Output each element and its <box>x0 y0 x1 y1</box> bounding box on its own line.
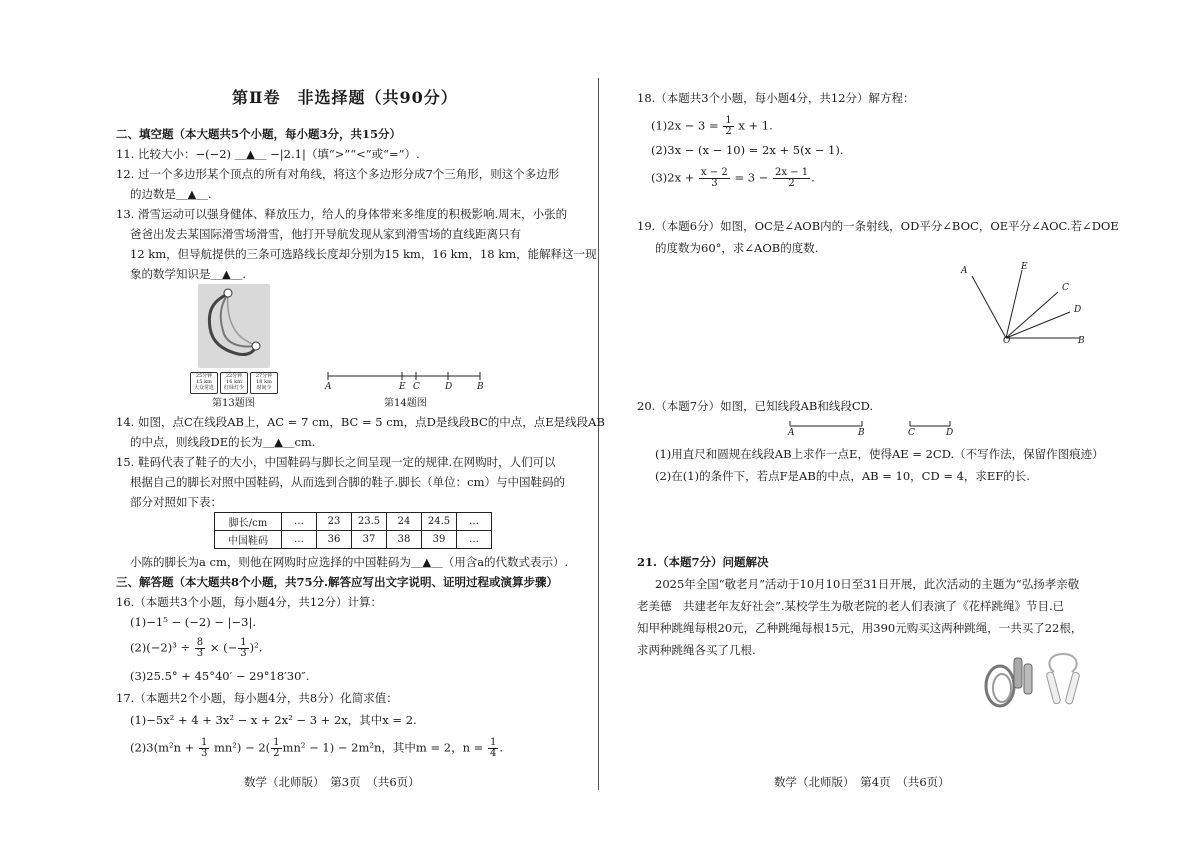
fig19-point-c: C <box>1062 283 1069 293</box>
question-16-1: (1)−1⁵ − (−2) − |−3|. <box>130 615 257 629</box>
fig20-point-c: C <box>908 428 915 438</box>
fig14-point-d: D <box>445 382 453 392</box>
question-16: 16.（本题共3个小题，每小题4分，共12分）计算： <box>116 595 383 609</box>
question-14-line2: 的中点，则线段DE的长为＿▲＿cm. <box>130 435 316 449</box>
denominator: 2 <box>725 126 732 137</box>
q17-2-part: mn²) − 2( <box>214 740 271 755</box>
jump-rope-b-image <box>1040 648 1086 712</box>
question-15-line2: 根据自己的脚长对照中国鞋码，从而选到合脚的鞋子.脚长（单位：cm）与中国鞋码的 <box>130 475 565 489</box>
table-cell: 36 <box>317 531 352 549</box>
route-3-distance: 18 km <box>256 379 272 385</box>
solve-heading: 三、解答题（本大题共8个小题，共75分.解答应写出文字说明、证明过程或演算步骤） <box>116 575 559 589</box>
table-cell: 39 <box>422 531 457 549</box>
route-tag-2 <box>220 372 248 394</box>
question-14-line1: 14. 如图，点C在线段AB上，AC = 7 cm，BC = 5 cm，点D是线段BC的中点，点E是线段AB <box>116 415 605 429</box>
numerator: 1 <box>273 737 280 748</box>
page-footer-left: 数学（北师版） 第3页 （共6页） <box>244 775 420 789</box>
denominator: 3 <box>711 178 718 189</box>
denominator: 4 <box>489 748 497 759</box>
table-cell: 中国鞋码 <box>215 531 282 549</box>
table-row <box>215 513 492 531</box>
jump-rope-a-image <box>982 648 1038 712</box>
route-1-distance: 15 km <box>196 379 212 385</box>
figure-13-caption: 第13题图 <box>212 398 255 409</box>
table-cell: … <box>282 531 317 549</box>
question-17: 17.（本题共2个小题，每小题4分，共8分）化简求值： <box>116 691 398 705</box>
fig20-point-d: D <box>946 428 954 438</box>
table-cell: … <box>457 513 492 531</box>
fraction <box>238 638 248 659</box>
figure-19-angle <box>960 262 1090 352</box>
fig19-point-e: E <box>1021 262 1028 272</box>
question-18-2: (2)3x − (x − 10) = 2x + 5(x − 1). <box>651 143 844 157</box>
shoe-size-table <box>214 512 492 549</box>
denominator: 2 <box>788 178 795 189</box>
q18-3-part: (3)2x + <box>651 170 695 185</box>
question-13-line1: 13. 滑雪运动可以强身健体、释放压力，给人的身体带来多维度的积极影响.周末，小张的 <box>116 207 568 221</box>
route-tag-1 <box>190 372 218 394</box>
route-2-time: 22分钟 <box>225 373 243 379</box>
route-2-distance: 16 km <box>226 379 242 385</box>
route-2-note: 红绿灯少 <box>223 385 244 391</box>
question-20-1: (1)用直尺和圆规在线段AB上求作一点E，使得AE = 2CD.（不写作法，保留作图痕迹） <box>655 447 1104 461</box>
question-18-3: (3)2x + $\frac{x - 2}{3}$ = 3 − $\frac{2x - 1}{2}$ . <box>651 167 815 189</box>
table-row <box>215 531 492 549</box>
question-15-answer: 小陈的脚长为a cm，则他在网购时应选择的中国鞋码为＿▲＿（用含a的代数式表示）. <box>130 555 569 569</box>
table-cell: 38 <box>387 531 422 549</box>
question-12-line2: 的边数是＿▲＿. <box>130 187 212 201</box>
question-21-line1: 2025年全国“敬老月”活动于10月10日至31日开展，此次活动的主题为“弘扬孝亲敬 <box>655 577 1080 591</box>
table-cell: … <box>457 531 492 549</box>
numerator: 1 <box>200 737 208 748</box>
question-20-2: (2)在(1)的条件下，若点F是AB的中点，AB = 10，CD = 4，求EF的长. <box>655 469 1030 483</box>
q18-1-part: (1)2x − 3 = <box>651 118 719 133</box>
numerator: x − 2 <box>701 167 728 178</box>
section-title: 第Ⅱ卷 非选择题（共90分） <box>232 88 458 107</box>
question-21-heading: 21.（本题7分）问题解决 <box>637 555 769 569</box>
question-18-1 <box>651 116 773 137</box>
fill-blank-heading: 二、填空题（本大题共5个小题，每小题3分，共15分） <box>116 127 402 141</box>
fraction <box>699 168 730 189</box>
q18-1-part: x + 1. <box>738 118 773 133</box>
route-tag-3 <box>250 372 278 394</box>
fraction <box>199 738 209 759</box>
question-15-line1: 15. 鞋码代表了鞋子的大小，中国鞋码与脚长之间呈现一定的规律.在网购时，人们可以 <box>116 455 556 469</box>
numerator: 8 <box>196 637 204 648</box>
table-cell: 24 <box>387 513 422 531</box>
question-17-2: (2)3(m²n + $\frac{1}{3}$ mn²) − 2( $\frac{1}{2}$ mn² − 1) − 2m²n，其中m = 2，n = $\frac{1}{4}$ . <box>130 737 503 759</box>
question-21-line2: 老美德 共建老年友好社会”.某校学生为敬老院的老人们表演了《花样跳绳》节目.已 <box>637 599 1065 613</box>
table-cell: 脚长/cm <box>215 513 282 531</box>
route-3-time: 27分钟 <box>255 373 273 379</box>
fraction <box>195 638 205 659</box>
fig19-point-b: B <box>1078 336 1085 346</box>
fig14-point-a: A <box>325 382 332 392</box>
question-12-line1: 12. 过一个多边形某个顶点的所有对角线，将这个多边形分成7个三角形，则这个多边形 <box>116 167 560 181</box>
fraction <box>773 168 810 189</box>
fig20-point-b: B <box>858 428 865 438</box>
figure-20-segments <box>786 418 956 432</box>
table-cell: 24.5 <box>422 513 457 531</box>
fig14-point-c: C <box>413 382 420 392</box>
question-21-line3: 知甲种跳绳每根20元，乙种跳绳每根15元，用390元购买这两种跳绳，一共买了22根， <box>637 621 1083 635</box>
question-15-line3: 部分对照如下表： <box>130 495 222 509</box>
question-16-2 <box>130 638 262 659</box>
q16-2-part: (2)(−2)³ ÷ <box>130 640 191 655</box>
fig14-point-e: E <box>399 382 406 392</box>
question-20: 20.（本题7分）如图，已知线段AB和线段CD. <box>637 399 874 413</box>
numerator: 1 <box>489 737 497 748</box>
fig19-point-o: O <box>1003 336 1011 346</box>
denominator: 3 <box>196 648 204 659</box>
figure-14-caption: 第14题图 <box>384 398 427 409</box>
route-3-note: 时间少 <box>256 385 272 391</box>
question-18: 18.（本题共3个小题，每小题4分，共12分）解方程： <box>637 91 915 105</box>
table-cell: … <box>282 513 317 531</box>
question-13-line2: 爸爸出发去某国际滑雪场滑雪，他打开导航发现从家到滑雪场的直线距离只有 <box>130 227 521 241</box>
page-divider <box>598 78 599 790</box>
fraction <box>488 738 498 759</box>
question-13-line3: 12 km，但导航提供的三条可选路线长度却分别为15 km，16 km，18 km，能解释这一现 <box>130 247 597 261</box>
table-cell: 23.5 <box>352 513 387 531</box>
question-17-1: (1)−5x² + 4 + 3x² − x + 2x² − 3 + 2x，其中x = 2. <box>130 713 417 727</box>
question-19-line2: 的度数为60°，求∠AOB的度数. <box>655 241 819 255</box>
table-cell: 37 <box>352 531 387 549</box>
denominator: 3 <box>200 748 208 759</box>
table-cell: 23 <box>317 513 352 531</box>
fraction <box>723 116 733 137</box>
route-1-note: 大众常选 <box>193 385 214 391</box>
page-footer-right: 数学（北师版） 第4页 （共6页） <box>774 775 950 789</box>
q18-3-part: = 3 − <box>734 170 769 185</box>
q16-2-part: )². <box>249 640 263 655</box>
fraction <box>271 738 281 759</box>
numerator: 1 <box>725 115 732 126</box>
question-11: 11. 比较大小：−(−2) ＿▲＿ −|2.1|（填“>”“<”或“=”）. <box>116 147 420 161</box>
question-21-line4: 求两种跳绳各买了几根. <box>637 643 756 657</box>
fig14-point-b: B <box>477 382 484 392</box>
fig20-point-a: A <box>788 428 795 438</box>
route-1-time: 25分钟 <box>195 373 213 379</box>
fig19-point-a: A <box>961 266 968 276</box>
q16-2-part: × (− <box>209 640 238 655</box>
question-19-line1: 19.（本题6分）如图，OC是∠AOB内的一条射线，OD平分∠BOC，OE平分∠AOC.若∠DOE <box>637 219 1119 233</box>
question-16-3: (3)25.5° + 45°40′ − 29°18′30″. <box>130 669 310 683</box>
navigation-map-image <box>198 284 270 368</box>
q17-2-part: mn² − 1) − 2m²n，其中m = 2，n = <box>282 740 484 755</box>
question-13-line4: 象的数学知识是＿▲＿. <box>130 267 246 281</box>
q17-2-part: (2)3(m²n + <box>130 740 195 755</box>
numerator: 2x − 1 <box>775 167 809 178</box>
numerator: 1 <box>240 637 247 648</box>
denominator: 3 <box>240 648 247 659</box>
denominator: 2 <box>273 748 280 759</box>
fig19-point-d: D <box>1074 305 1082 315</box>
